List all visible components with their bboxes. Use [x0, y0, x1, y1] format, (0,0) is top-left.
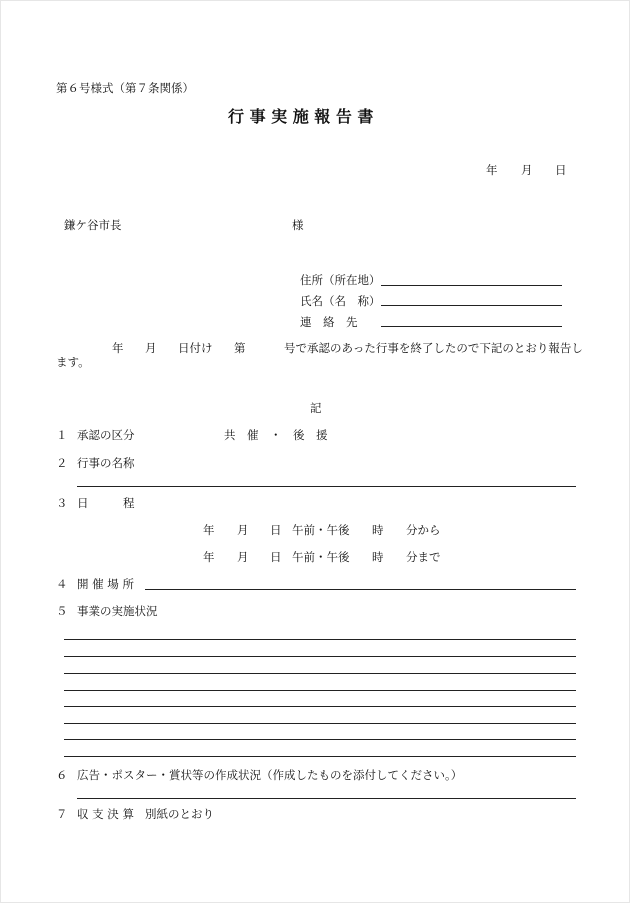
date-day: 日	[555, 163, 567, 177]
item5-label: 事業の実施状況	[77, 604, 158, 618]
schedule-start-year: 年	[203, 523, 215, 537]
contact-label: 連 絡 先	[300, 315, 358, 329]
item7-number: ７	[56, 807, 68, 821]
ki-heading: 記	[310, 401, 322, 415]
document-title: 行 事 実 施 報 告 書	[228, 107, 374, 126]
item6-label: 広告・ポスター・賞状等の作成状況（作成したものを添付してください。）	[77, 768, 463, 782]
status-line[interactable]	[64, 690, 576, 691]
date-year: 年	[486, 163, 498, 177]
status-line[interactable]	[64, 756, 576, 757]
venue-line[interactable]	[145, 589, 576, 590]
address-label: 住所（所在地）	[300, 273, 381, 287]
schedule-start-day: 日	[270, 523, 282, 537]
schedule-end-ampm: 午前・午後	[292, 550, 350, 564]
item1-number: １	[56, 428, 68, 442]
schedule-start-ampm: 午前・午後	[292, 523, 350, 537]
intro-text-line1: 号で承認のあった行事を終了したので下記のとおり報告し	[284, 341, 583, 355]
status-line[interactable]	[64, 706, 576, 707]
item7-value: 別紙のとおり	[145, 807, 214, 821]
item2-number: ２	[56, 456, 68, 470]
schedule-start-minute: 分から	[406, 523, 441, 537]
schedule-start-month: 月	[237, 523, 249, 537]
intro-no-prefix: 第	[234, 341, 246, 355]
schedule-start-hour: 時	[372, 523, 384, 537]
date-month: 月	[521, 163, 533, 177]
schedule-end-year: 年	[203, 550, 215, 564]
item4-number: ４	[56, 577, 68, 591]
item3-number: ３	[56, 496, 68, 510]
item7-label: 収 支 決 算	[77, 807, 134, 821]
name-label: 氏名（名 称）	[300, 294, 381, 308]
address-field-line[interactable]	[381, 285, 562, 286]
item4-label: 開 催 場 所	[77, 577, 134, 591]
schedule-end-minute: 分まで	[406, 550, 441, 564]
status-line[interactable]	[64, 723, 576, 724]
item6-number: ６	[56, 768, 68, 782]
status-line[interactable]	[64, 639, 576, 640]
item1-value: 共 催 ・ 後 援	[224, 428, 328, 442]
addressee-name: 鎌ケ谷市長	[64, 218, 122, 232]
intro-year: 年	[112, 341, 124, 355]
event-name-line[interactable]	[77, 486, 576, 487]
intro-dated: 日付け	[178, 341, 213, 355]
schedule-end-hour: 時	[372, 550, 384, 564]
item2-label: 行事の名称	[77, 456, 135, 470]
form-number: 第６号様式（第７条関係）	[56, 81, 194, 95]
item5-number: ５	[56, 604, 68, 618]
contact-field-line[interactable]	[381, 326, 562, 327]
intro-text-line2: ます。	[56, 355, 90, 369]
status-line[interactable]	[64, 656, 576, 657]
schedule-end-month: 月	[237, 550, 249, 564]
item3-label: 日 程	[77, 496, 135, 510]
status-line[interactable]	[64, 673, 576, 674]
name-field-line[interactable]	[381, 305, 562, 306]
addressee-honorific: 様	[292, 218, 304, 232]
item1-label: 承認の区分	[77, 428, 135, 442]
intro-month: 月	[145, 341, 157, 355]
schedule-end-day: 日	[270, 550, 282, 564]
status-line[interactable]	[64, 739, 576, 740]
promo-line[interactable]	[77, 798, 576, 799]
